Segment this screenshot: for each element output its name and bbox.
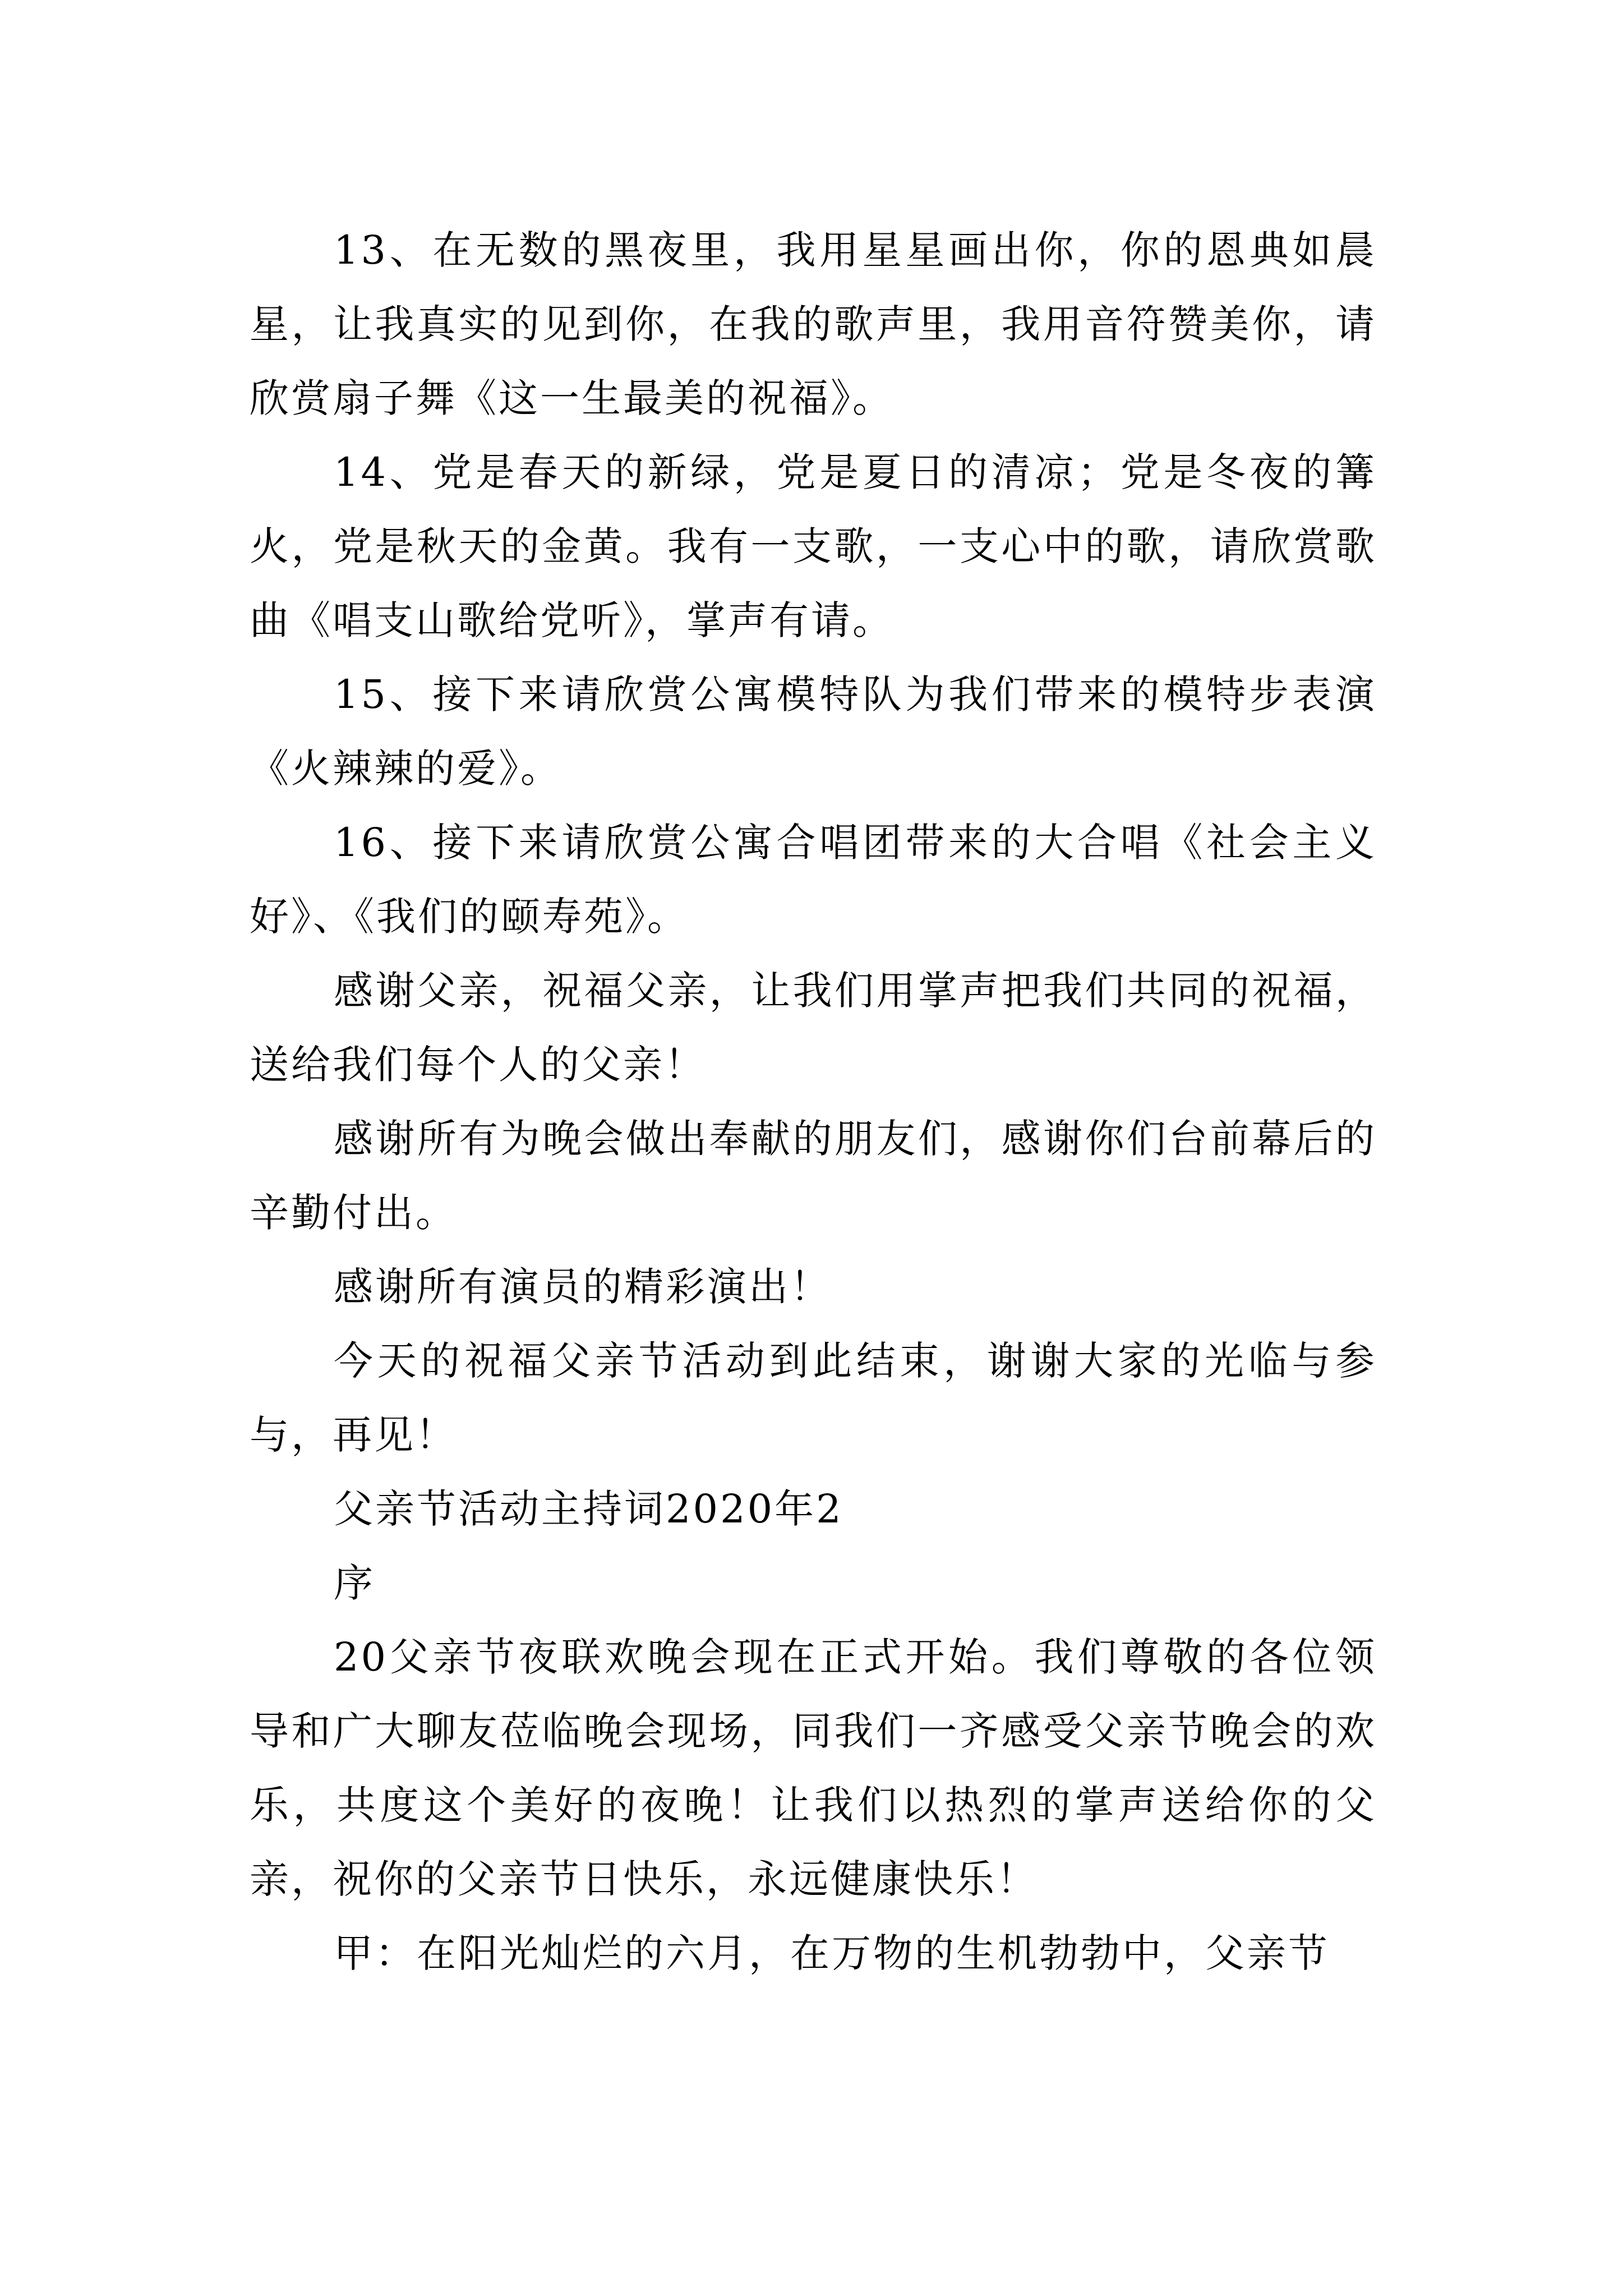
section-heading: 父亲节活动主持词2020年2 xyxy=(334,1486,843,1532)
paragraph-opening: 20父亲节夜联欢晚会现在正式开始。我们尊敬的各位领导和广大聊友莅临晚会现场，同我们一齐感受父亲节晚会的欢乐，共度这个美好的夜晚！让我们以热烈的掌声送给你的父亲，祝你的父亲节日快乐，永远健康快乐！ xyxy=(250,1634,1377,1902)
paragraph-15: 15、接下来请欣赏公寓模特队为我们带来的模特步表演《火辣辣的爱》。 xyxy=(250,671,1377,792)
paragraph-14: 14、党是春天的新绿，党是夏日的清凉；党是冬夜的篝火，党是秋天的金黄。我有一支歌，一支心中的歌，请欣赏歌曲《唱支山歌给党听》，掌声有请。 xyxy=(250,449,1377,643)
paragraph-thanks-friends: 感谢所有为晚会做出奉献的朋友们，感谢你们台前幕后的辛勤付出。 xyxy=(250,1116,1377,1236)
paragraph-13: 13、在无数的黑夜里，我用星星画出你，你的恩典如晨星，让我真实的见到你，在我的歌声里，我用音符赞美你，请欣赏扇子舞《这一生最美的祝福》。 xyxy=(250,227,1377,421)
paragraph-host-jia: 甲：在阳光灿烂的六月，在万物的生机勃勃中，父亲节 xyxy=(334,1930,1330,1976)
paragraph-thanks-father: 感谢父亲，祝福父亲，让我们用掌声把我们共同的祝福，送给我们每个人的父亲！ xyxy=(250,968,1377,1088)
document-body xyxy=(250,213,1377,1990)
section-subheading: 序 xyxy=(334,1560,375,1606)
paragraph-16: 16、接下来请欣赏公寓合唱团带来的大合唱《社会主义好》、《我们的颐寿苑》。 xyxy=(250,820,1377,940)
paragraph-thanks-performers: 感谢所有演员的精彩演出！ xyxy=(334,1264,832,1310)
paragraph-closing: 今天的祝福父亲节活动到此结束，谢谢大家的光临与参与，再见！ xyxy=(250,1338,1377,1458)
